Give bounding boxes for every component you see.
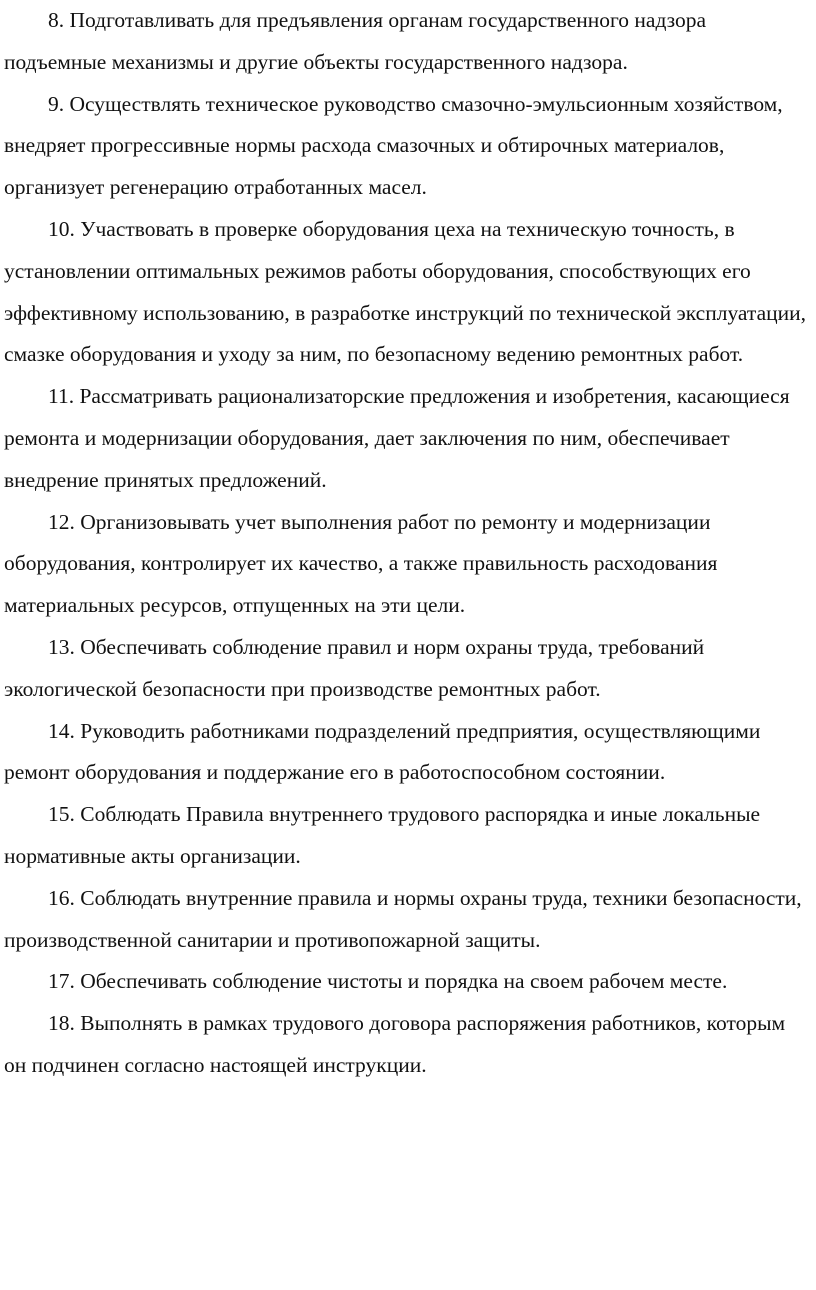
duty-item-8: 8. Подготавливать для предъявления органам государственного надзора подъемные механизмы и другие объекты государственного надзора. [4,8,707,74]
duty-item-9: 9. Осуществлять техническое руководство смазочно-эмульсионным хозяйством, внедряет прогрессивные нормы расхода смазочных и обтирочных материалов, организует регенерацию отработанных масел. [4,91,783,200]
duty-item-12: 12. Организовывать учет выполнения работ по ремонту и модернизации оборудования, контролирует их качество, а также правильность расходования материальных ресурсов, отпущенных на эти цели. [4,509,718,618]
duty-item-16: 16. Соблюдать внутренние правила и нормы охраны труда, техники безопасности, производственной санитарии и противопожарной защиты. [4,885,802,952]
duty-item-14: 14. Руководить работниками подразделений предприятия, осуществляющими ремонт оборудования и поддержание его в работоспособном состоянии. [4,718,761,785]
duty-item-13: 13. Обеспечивать соблюдение правил и норм охраны труда, требований экологической безопасности при производстве ремонтных работ. [4,634,705,701]
duty-item-11: 11. Рассматривать рационализаторские предложения и изобретения, касающиеся ремонта и модернизации оборудования, дает заключения по ним, обеспечивает внедрение принятых предложений. [4,384,790,492]
duty-item-18: 18. Выполнять в рамках трудового договора распоряжения работников, которым он подчинен согласно настоящей инструкции. [4,1011,786,1077]
duty-item-10: 10. Участвовать в проверке оборудования цеха на техническую точность, в установлении оптимальных режимов работы оборудования, способствующих его эффективному использованию, в разработке инструкций по технической эксплуатации, смазке оборудования и уходу за ним, по безопасному ведению ремонтных работ. [4,216,807,367]
duty-item-17: 17. Обеспечивать соблюдение чистоты и порядка на своем рабочем месте. [48,969,728,994]
duty-item-15: 15. Соблюдать Правила внутреннего трудового распорядка и иные локальные нормативные акты организации. [4,802,761,868]
